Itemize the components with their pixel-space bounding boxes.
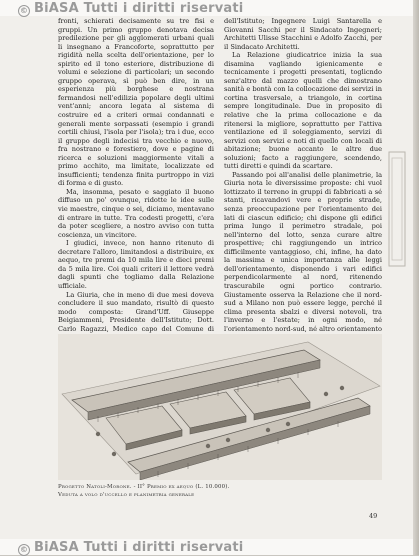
architectural-drawing: [58, 334, 382, 480]
copyright-icon: ©: [19, 544, 29, 554]
watermark-text-top: BiASA Tutti i diritti riservati: [34, 0, 244, 16]
page-edge: [413, 0, 419, 555]
library-stamp-mark: [386, 150, 408, 268]
page-number: 49: [369, 512, 378, 520]
caption-line-1: Progetto Natoli-Morone. - II° Premio ex aequo (L. 10.000).: [58, 484, 230, 490]
watermark-banner-top: [0, 0, 419, 16]
caption-line-2: Veduta a volo d'uccello e planimetria generale: [58, 491, 195, 498]
paragraph: Ma, insomma, pesato e saggiato il buono diffuso un po' ovunque, ridotte le idee sulle vie maestre, cinque o sei, diciamo, mentavano di entrare in tutte. Tra codesti progetti, c'era da poter scegliere, a nostro avviso con tutta coscienza, un vincitore.: [58, 187, 214, 239]
paragraph: fronti, schierati decisamente su tre fisi e gruppi. Un primo gruppo denotava decisa predilezione per gli agglomerati urbani quali li insegnano a Francoforte, soprattutto per rigidità nella scelta dell'orientazione, per lo spirito ed il tono esteriore, distribuzione di volumi e selezione di particolari; un secondo gruppo operava, sì può ben dire, in un esperienza più borghese e nostrana fermandosi nell'edilizia popolare degli ultimi vent'anni; ancora legata al sistema di costruire ed a criteri ormai condannati e generali mente sorpassati (esempio i grandi cortili chiusi, l'isola per l'isola); tra i due, ecco il gruppo degli indecisi tra vecchio e nuovo, fra nostrano e forestiero, dove e pagine di ricerca e soluzioni maggiormente vitali a primo acchito, ma limitate, localizzate ed insufficienti; tendenza finita purtroppo in vizi di forma e di gusto.: [58, 17, 214, 188]
text-column-left: [58, 17, 214, 350]
copyright-icon: ©: [19, 5, 29, 15]
paragraph: I giudici, invece, non hanno ritenuto di decretare l'alloro, limitandosi a distribuire, ex aequo, tre premi da 10 mila lire e dieci premi da 5 mila lire. Coi quali criteri il lettore vedrà dagli spunti che togliamo dalla Relazione ufficiale.: [58, 239, 214, 290]
paragraph: dell'Istituto; Ingegnere Luigi Santarella e Giovanni Sacchi per il Sindacato Ingegneri; Architetti Ulisse Stacchini e Adolfo Zacchi, per il Sindacato Architetti.: [224, 17, 382, 51]
watermark-text-bottom: BiASA Tutti i diritti riservati: [34, 539, 244, 555]
text-column-right: [224, 17, 382, 359]
paragraph: La Giuria, che in meno di due mesi doveva concludere il suo mandato, risultò di questo modo composta: Grand'Uff. Giuseppe Beigiammeni, Presidente dell'Istituto; Dott. Carlo Ragazzi, Medico capo del Comune di: [58, 290, 214, 333]
paragraph: La Relazione giudicatrice inizia la sua disamina vagliando igienicamente e tecnicamente i progetti presentati, toglicndo senz'altro dal mazzo quelli che dimostrano sanità e bontà con la collocazione dei servizi in cortina trasversale, a triangolo, in cortina sempre longitudinale. Due in proposito di relative che la prima collocazione e da ritenersi la migliore, soprattutto per l'attiva ventilazione ed il soleggiamento, servizi di servizi con servizi e noti di quello con locali di abitazione; buone accanto le altre due soluzioni; facto a raggiungere, scendendo, tutti diretti e quindi da scartare.: [224, 51, 382, 171]
axonometric-drawing-graphic: [58, 334, 382, 480]
figure-caption: [58, 484, 258, 499]
paragraph: Passando poi all'analisi delle planimetrie, la Giuria nota le diversissime proposte: chi vuol lottizzato il terreno in gruppi di fabbricati a sé stanti, ricavandovi vere e proprie strade, senza preoccupazione per l'orientamento dei lati di ciascun edificio; chi dispone gli edifici prima lungo il perimetro stradale, poi nell'interno del lotto, senza curare altre prospettive; chi raggiungendo un intrico difficilmente vantaggioso, chi, infine, ha dato la massima e unica importanza alle leggi dell'orientamento, disponendo i vari edifici perpendicolarmente al nord, ritenendo trascurabile ogni portico contrario. Giustamente osserva la Relazione che il nord-sud a Milano non può essere legge, perché il clima presenta sbalzi e diversi notevoli, tra l'inverno e l'estate; in ogni modo, né l'orientamento nord-sud, né altro orientamento: [224, 170, 382, 333]
watermark-banner-bottom: [0, 539, 419, 555]
